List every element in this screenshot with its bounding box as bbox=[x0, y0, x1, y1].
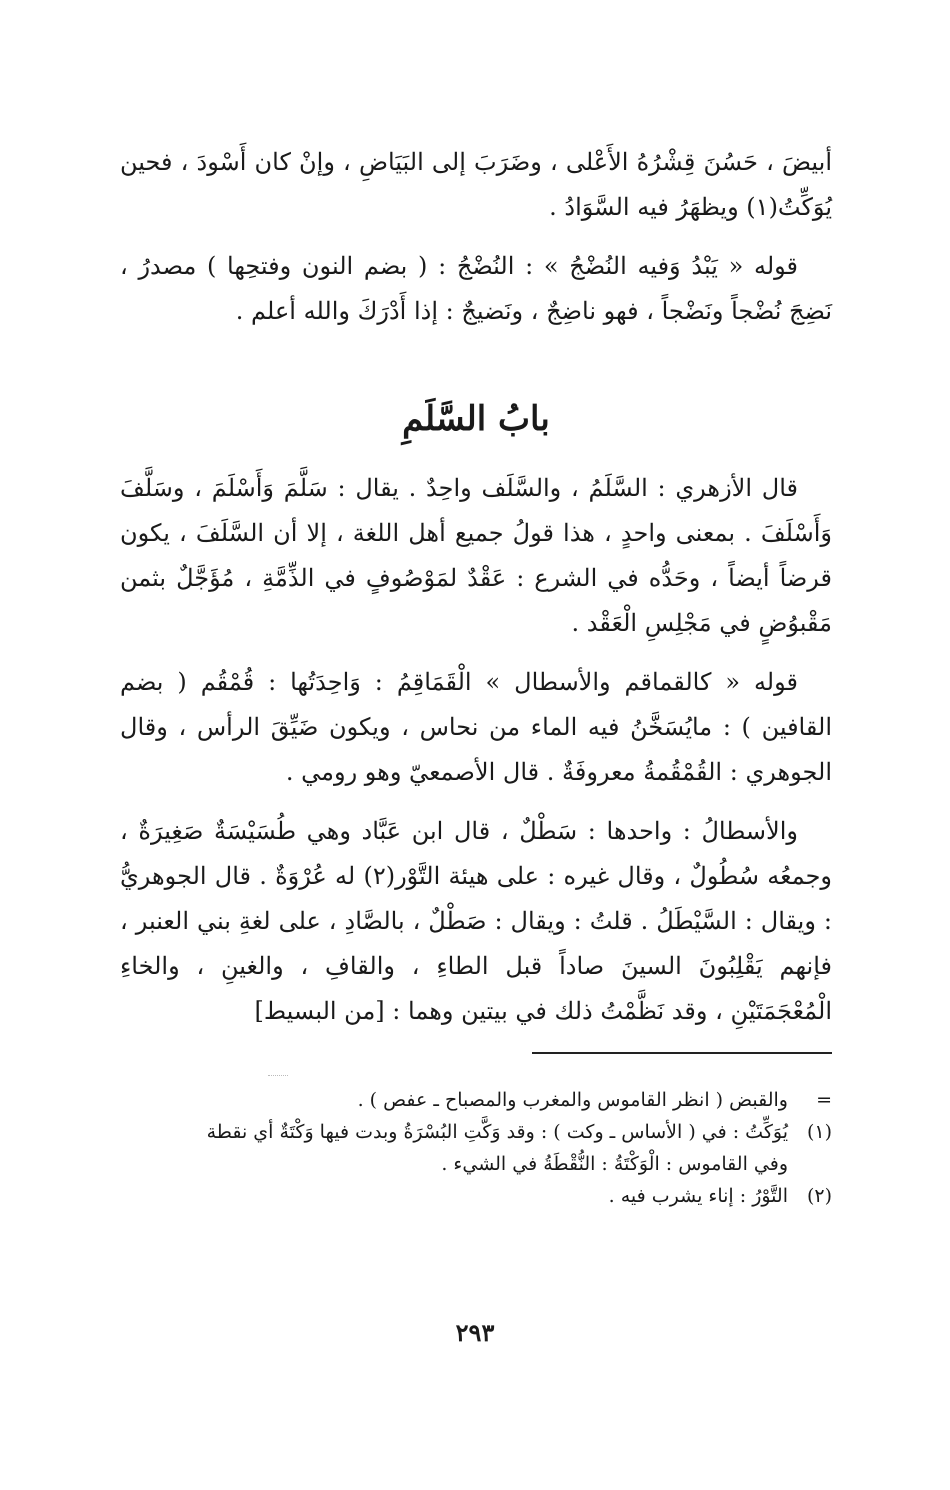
footnote-1-continuation: وفي القاموس : الْوَكْتَةُ : النُّقْطَةُ في الشيء . bbox=[441, 1153, 788, 1175]
section-heading: بابُ السَّلَمِ bbox=[402, 399, 550, 439]
footnote-text: والقبض ( انظر القاموس والمغرب والمصباح ـ عفص ) . bbox=[357, 1089, 788, 1111]
footnotes bbox=[120, 1084, 832, 1212]
footnote-marker: = bbox=[816, 1089, 832, 1111]
footnote-2 bbox=[120, 1180, 832, 1212]
footnote-text: يُوَكِّتُ : في ( الأساس ـ وكت ) : وقد وَكَّتِ البُسْرَةُ وبدت فيها وَكْتَةٌ أي نقطة bbox=[206, 1121, 788, 1143]
page-number: ٢٩٣ bbox=[455, 1318, 495, 1347]
paragraph-qamaqim: قوله « كالقماقم والأسطال » الْقَمَاقِمُ : وَاحِدَتُها : قُمْقُم ( بضم القافين ) : مايُسَخَّنُ فيه الماء من نحاس ، ويكون ضَيِّقَ الرأس ، وقال الجوهري : القُمْقُمةُ معروفَةٌ . قال الأصمعيّ وهو رومي . bbox=[120, 668, 832, 786]
footnote-1 bbox=[120, 1116, 832, 1148]
footnote-text: التَّوْرُ : إناء يشرب فيه . bbox=[608, 1185, 788, 1207]
footnote-continuation bbox=[120, 1084, 832, 1116]
footnote-marker: (١) bbox=[806, 1121, 832, 1143]
paragraph-salam-definition: قال الأزهري : السَّلَمُ ، والسَّلَف واحِدٌ . يقال : سَلَّمَ وَأَسْلَمَ ، وسَلَّفَ وَأَسْلَفَ . بمعنى واحدٍ ، هذا قولُ جميع أهل اللغة ، إلا أن السَّلَفَ ، يكون قرضاً أيضاً ، وحَدُّه في الشرع : عَقْدٌ لمَوْصُوفٍ في الذِّمَّةِ ، مُؤَجَّلٌ بثمن مَقْبوُضٍ في مَجْلِسِ الْعَقْد . bbox=[120, 474, 832, 637]
footnote-marker: (٢) bbox=[806, 1185, 832, 1207]
paragraph-asttal: والأسطالُ : واحدها : سَطْلٌ ، قال ابن عَبَّاد وهي طُسَيْسَةٌ صَغِيرَةٌ ، وجمعُه سُطُولٌ ، وقال غيره : على هيئة التَّوْر(٢) له عُرْوَةٌ . قال الجوهريُّ : ويقال : السَّيْطَلُ . قلتُ : ويقال : صَطْلٌ ، بالصَّادِ ، على لغةِ بني العنبر ، فإنهم يَقْلِبُونَ السينَ صاداً قبل الطاءِ ، والقافِ ، والغينِ ، والخاءِ الْمُعْجَمَتَيْنِ ، وقد نَظَّمْتُ ذلك في بيتين وهما : [من البسيط] bbox=[120, 817, 833, 1025]
scan-mark bbox=[268, 1075, 288, 1076]
paragraph-nudj: قوله « يَبْدُ وَفيه النُضْجُ » : النُضْجُ : ( بضم النون وفتحِها ) مصدرُ ، نَضِجَ نُضْجاً ونَضْجاً ، فهو ناضِجٌ ، ونَضيجٌ : إذا أَدْرَكَ والله أعلم . bbox=[120, 252, 832, 325]
footnote-divider bbox=[532, 1052, 832, 1054]
document-page bbox=[120, 140, 832, 1212]
paragraph-continuation: أبيضَ ، حَسُنَ قِشْرُهُ الأَعْلى ، وضَرَبَ إلى البَيَاضِ ، وإنْ كان أَسْودَ ، فحين يُوَكِّتُ(١) ويظهَرُ فيه السَّوَادُ . bbox=[120, 148, 832, 221]
